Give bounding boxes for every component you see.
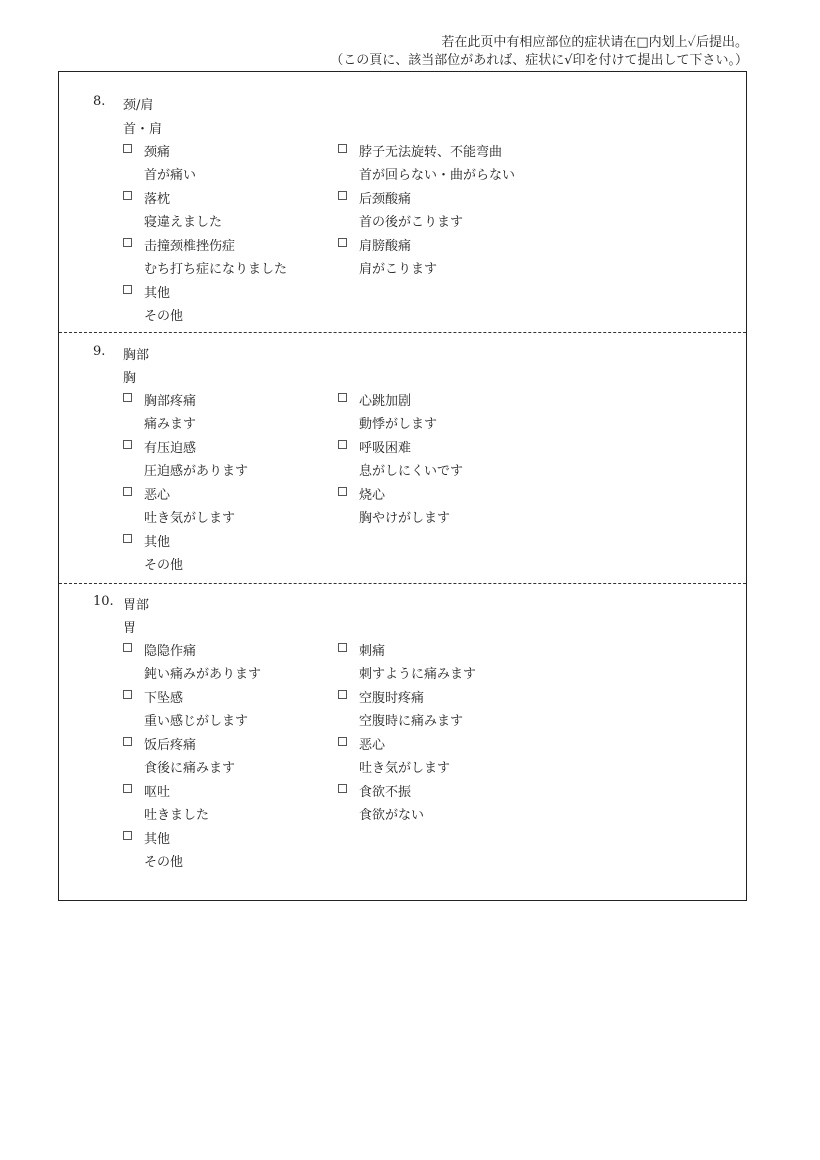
checkbox[interactable]: [123, 690, 132, 699]
symptom-label-zh: 呼吸困难: [359, 441, 412, 456]
checkbox[interactable]: [338, 238, 347, 247]
symptom-label-ja: むち打ち症になりました: [144, 262, 288, 277]
symptom-label-ja: 首が痛い: [144, 168, 197, 183]
checkbox[interactable]: [338, 191, 347, 200]
symptom-label-zh: 颈痛: [144, 145, 171, 160]
symptom-label-zh: 后颈酸痛: [359, 192, 412, 207]
symptom-label-ja: 首が回らない・曲がらない: [359, 168, 516, 183]
symptom-label-zh: 隐隐作痛: [144, 644, 197, 659]
symptom-label-zh: 恶心: [359, 738, 386, 753]
symptom-label-ja: 吐き気がします: [359, 761, 451, 776]
symptom-label-ja: 肩がこります: [359, 262, 438, 277]
checkbox[interactable]: [123, 487, 132, 496]
symptom-label-zh: 肩膀酸痛: [359, 239, 412, 254]
symptom-label-ja: 吐きました: [144, 808, 210, 823]
symptom-label-zh: 有压迫感: [144, 441, 197, 456]
symptom-label-zh: 恶心: [144, 488, 171, 503]
checkbox[interactable]: [338, 487, 347, 496]
checkbox[interactable]: [123, 534, 132, 543]
section-title-zh: 胸部: [123, 348, 150, 363]
symptom-label-zh: 食欲不振: [359, 785, 412, 800]
checkbox[interactable]: [123, 191, 132, 200]
symptom-label-ja: 重い感じがします: [144, 714, 249, 729]
section-title-ja: 胸: [123, 371, 137, 386]
symptom-label-ja: 痛みます: [144, 417, 197, 432]
symptom-label-zh: 脖子无法旋转、不能弯曲: [359, 145, 503, 160]
symptom-label-ja: 鈍い痛みがあります: [144, 667, 262, 682]
checkbox[interactable]: [338, 144, 347, 153]
symptom-label-ja: 圧迫感があります: [144, 464, 249, 479]
symptom-label-zh: 饭后疼痛: [144, 738, 197, 753]
instruction-japanese: （この頁に、該当部位があれば、症状に√印を付けて提出して下さい。）: [330, 53, 748, 68]
symptom-label-ja: 刺すように痛みます: [359, 667, 477, 682]
checkbox[interactable]: [338, 643, 347, 652]
checkbox[interactable]: [123, 643, 132, 652]
symptom-label-zh: 其他: [144, 535, 171, 550]
checkbox[interactable]: [123, 285, 132, 294]
checkbox[interactable]: [338, 440, 347, 449]
symptom-label-zh: 呕吐: [144, 785, 171, 800]
symptom-label-ja: 食欲がない: [359, 808, 425, 823]
checkbox[interactable]: [123, 144, 132, 153]
symptom-label-ja: 空腹時に痛みます: [359, 714, 464, 729]
symptom-label-zh: 落枕: [144, 192, 171, 207]
symptom-label-ja: その他: [144, 855, 184, 870]
symptom-label-ja: 首の後がこります: [359, 215, 464, 230]
symptom-label-zh: 空腹时疼痛: [359, 691, 425, 706]
symptom-form: [58, 71, 747, 901]
checkbox[interactable]: [123, 393, 132, 402]
checkbox[interactable]: [123, 737, 132, 746]
symptom-label-ja: 寝違えました: [144, 215, 223, 230]
symptom-label-zh: 其他: [144, 286, 171, 301]
symptom-label-ja: 息がしにくいです: [359, 464, 464, 479]
symptom-label-ja: その他: [144, 558, 184, 573]
section-title-zh: 胃部: [123, 598, 150, 613]
symptom-label-ja: 吐き気がします: [144, 511, 236, 526]
checkbox[interactable]: [123, 784, 132, 793]
section-title-zh: 颈/肩: [123, 98, 154, 113]
symptom-label-zh: 烧心: [359, 488, 386, 503]
section-stomach: [59, 583, 746, 901]
checkbox[interactable]: [338, 784, 347, 793]
symptom-label-ja: 食後に痛みます: [144, 761, 236, 776]
symptom-label-zh: 下坠感: [144, 691, 184, 706]
symptom-label-ja: その他: [144, 309, 184, 324]
checkbox[interactable]: [338, 690, 347, 699]
symptom-label-ja: 胸やけがします: [359, 511, 451, 526]
symptom-label-zh: 心跳加剧: [359, 394, 412, 409]
section-chest: [59, 332, 746, 583]
section-number: 9.: [93, 344, 106, 359]
symptom-label-zh: 刺痛: [359, 644, 386, 659]
symptom-label-zh: 胸部疼痛: [144, 394, 197, 409]
section-number: 8.: [93, 94, 106, 109]
checkbox[interactable]: [123, 831, 132, 840]
symptom-label-zh: 击撞颈椎挫伤症: [144, 239, 236, 254]
symptom-label-zh: 其他: [144, 832, 171, 847]
symptom-label-ja: 動悸がします: [359, 417, 438, 432]
section-neck-shoulder: [59, 72, 746, 332]
checkbox[interactable]: [123, 440, 132, 449]
checkbox[interactable]: [338, 737, 347, 746]
instruction-chinese: 若在此页中有相应部位的症状请在□内划上✓后提出。: [441, 35, 748, 50]
checkbox[interactable]: [338, 393, 347, 402]
section-number: 10.: [93, 594, 114, 609]
checkbox[interactable]: [123, 238, 132, 247]
section-title-ja: 首・肩: [123, 122, 163, 137]
section-title-ja: 胃: [123, 621, 137, 636]
